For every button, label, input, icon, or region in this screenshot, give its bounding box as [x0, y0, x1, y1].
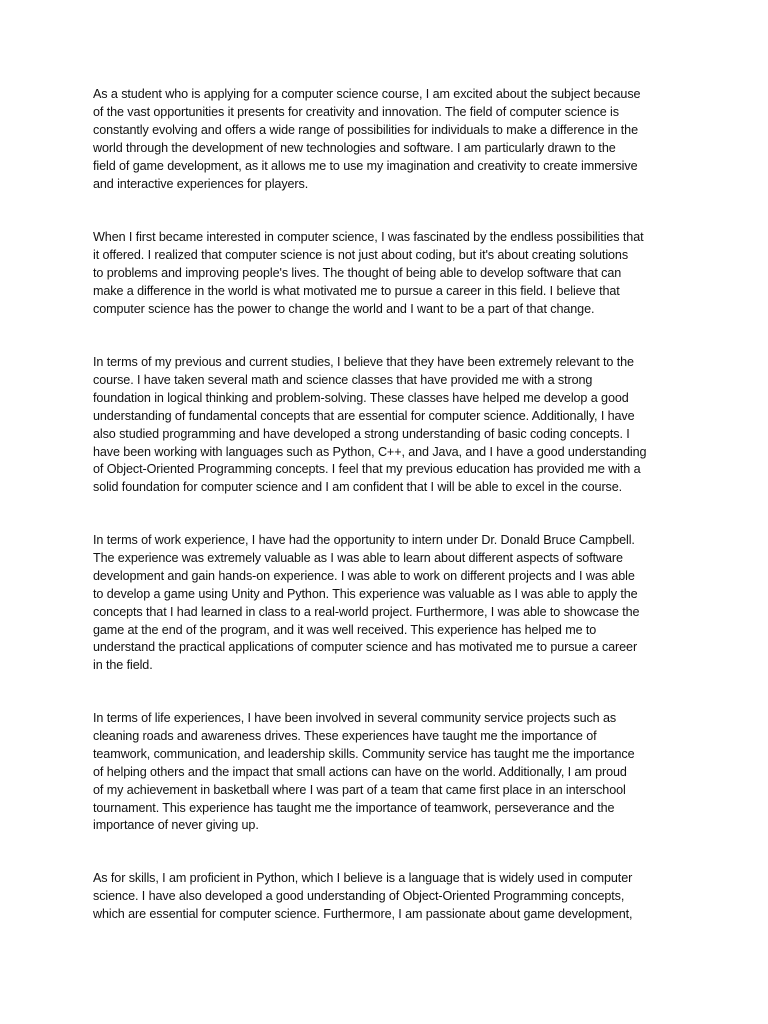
text-line: understanding of fundamental concepts that are essential for computer science. Additionally, I have: [93, 408, 635, 423]
text-line: and interactive experiences for players.: [93, 176, 309, 191]
text-line: computer science has the power to change the world and I want to be a part of that change.: [93, 301, 595, 316]
paragraph-intro: [93, 86, 683, 193]
text-line: to develop a game using Unity and Python. This experience was valuable as I was able to apply the: [93, 586, 638, 601]
text-line: have been working with languages such as Python, C++, and Java, and I have a good understanding: [93, 444, 647, 459]
text-line: concepts that I had learned in class to a real-world project. Furthermore, I was able to showcase the: [93, 604, 640, 619]
text-line: In terms of work experience, I have had the opportunity to intern under Dr. Donald Bruce Campbell.: [93, 533, 635, 547]
text-line: also studied programming and have developed a strong understanding of basic coding concepts. I: [93, 426, 630, 441]
text-line: In terms of my previous and current studies, I believe that they have been extremely relevant to the: [93, 355, 634, 369]
paragraph-studies: [93, 354, 683, 497]
text-line: in the field.: [93, 658, 153, 673]
text-line: of helping others and the impact that small actions can have on the world. Additionally, I am proud: [93, 764, 627, 779]
text-line: As for skills, I am proficient in Python, which I believe is a language that is widely used in computer: [93, 871, 633, 885]
paragraph-motivation: [93, 229, 683, 319]
text-line: course. I have taken several math and science classes that have provided me with a strong: [93, 372, 593, 387]
paragraph-life-experiences: [93, 710, 683, 835]
text-line: which are essential for computer science. Furthermore, I am passionate about game development,: [93, 906, 633, 921]
paragraph-work-experience: [93, 532, 683, 675]
text-line: game at the end of the program, and it was well received. This experience has helped me to: [93, 622, 597, 637]
text-line: make a difference in the world is what motivated me to pursue a career in this field. I believe that: [93, 283, 620, 298]
text-line: When I first became interested in computer science, I was fascinated by the endless possibilities that: [93, 230, 644, 244]
text-line: The experience was extremely valuable as I was able to learn about different aspects of software: [93, 550, 623, 565]
text-line: world through the development of new technologies and software. I am particularly drawn to the: [93, 140, 616, 155]
text-line: field of game development, as it allows me to use my imagination and creativity to create immersive: [93, 158, 638, 173]
paragraph-skills: [93, 870, 683, 924]
text-line: cleaning roads and awareness drives. These experiences have taught me the importance of: [93, 728, 597, 743]
text-line: foundation in logical thinking and problem-solving. These classes have helped me develop a good: [93, 390, 629, 405]
text-line: of Object-Oriented Programming concepts. I feel that my previous education has provided me with a: [93, 462, 641, 477]
text-line: tournament. This experience has taught me the importance of teamwork, perseverance and the: [93, 800, 615, 815]
text-line: of the vast opportunities it presents for creativity and innovation. The field of computer science is: [93, 104, 619, 119]
text-line: to problems and improving people's lives. The thought of being able to develop software that can: [93, 265, 622, 280]
text-line: science. I have also developed a good understanding of Object-Oriented Programming concepts,: [93, 888, 625, 903]
text-line: understand the practical applications of computer science and has motivated me to pursue a career: [93, 640, 638, 655]
text-line: it offered. I realized that computer science is not just about coding, but it's about creating solutions: [93, 247, 629, 262]
text-line: importance of never giving up.: [93, 818, 259, 833]
text-line: of my achievement in basketball where I was part of a team that came first place in an interschool: [93, 782, 626, 797]
text-line: As a student who is applying for a computer science course, I am excited about the subject because: [93, 87, 641, 101]
text-line: teamwork, communication, and leadership skills. Community service has taught me the importance: [93, 746, 635, 761]
text-line: constantly evolving and offers a wide range of possibilities for individuals to make a difference in the: [93, 122, 638, 137]
text-line: solid foundation for computer science and I am confident that I will be able to excel in the course.: [93, 480, 623, 495]
text-line: In terms of life experiences, I have been involved in several community service projects such as: [93, 711, 617, 725]
text-line: development and gain hands-on experience. I was able to work on different projects and I was able: [93, 568, 635, 583]
